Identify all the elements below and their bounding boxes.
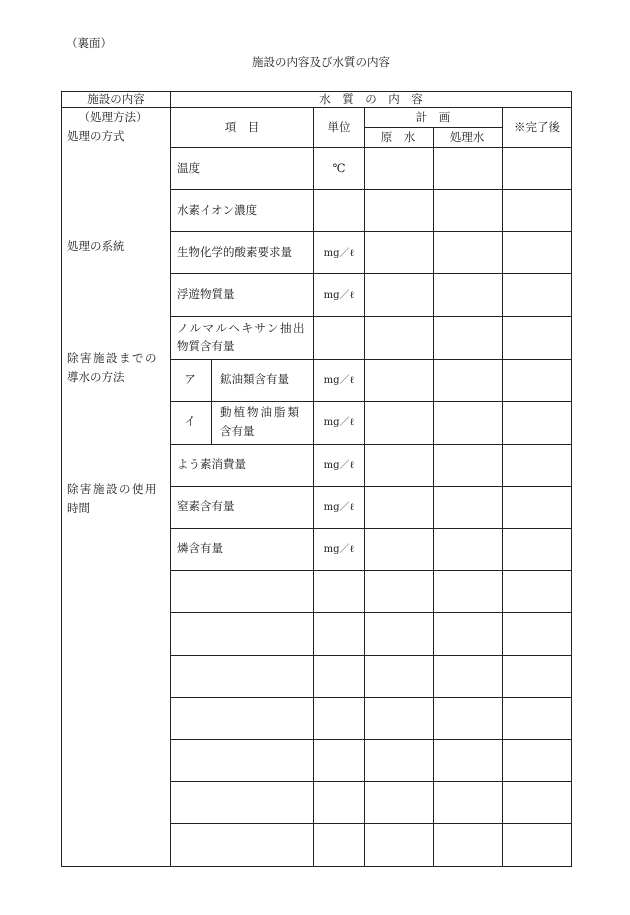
row-line [170, 189, 572, 190]
header-water-quality: 水 質 の 内 容 [319, 92, 423, 106]
sublabel-a: ア [184, 372, 196, 386]
divider-facility [170, 91, 171, 866]
row-line [170, 486, 572, 487]
form-title: 施設の内容及び水質の内容 [252, 55, 390, 69]
divider-raw-treated [433, 127, 434, 866]
border-right [571, 91, 572, 866]
row-line [170, 273, 572, 274]
header-after-completion: ※完了後 [514, 120, 560, 134]
label-treatment-method: 処理の方式 [67, 129, 125, 143]
header-item: 項 目 [224, 120, 260, 134]
header-facility: 施設の内容 [87, 92, 145, 106]
item-nitrogen: 窒素含有量 [177, 499, 235, 513]
row-line [170, 823, 572, 824]
plan-divider [364, 127, 502, 128]
border-bottom [61, 866, 572, 867]
header-raw-water: 原 水 [380, 130, 416, 144]
unit-nitrogen: mg／ℓ [323, 502, 355, 513]
item-phosphorus: 燐含有量 [177, 541, 223, 555]
row-line [170, 359, 572, 360]
header-plan: 計 画 [415, 110, 451, 124]
sublabel-i: イ [184, 414, 196, 428]
header-treated-water: 処理水 [449, 130, 485, 144]
unit-animal-oil: mg／ℓ [323, 417, 355, 428]
label-usage-time-line2: 時間 [67, 501, 90, 515]
header-unit: 単位 [327, 120, 351, 134]
label-treatment-system: 処理の系統 [67, 239, 125, 253]
item-hydrogen-ion: 水素イオン濃度 [177, 203, 258, 217]
label-conveyance-line1: 除害施設までの [67, 351, 158, 365]
row-line [170, 401, 572, 402]
item-temperature: 温度 [177, 161, 200, 175]
item-n-hexane-line1: ノルマルヘキサン抽出 [177, 321, 306, 335]
item-animal-oil-line2: 含有量 [220, 424, 255, 438]
unit-phosphorus: mg／ℓ [323, 544, 355, 555]
row-line [170, 739, 572, 740]
item-animal-oil-line1: 動植物油脂類 [220, 405, 301, 419]
row-line [170, 570, 572, 571]
row-line [170, 781, 572, 782]
header-divider-1 [61, 107, 572, 108]
row-line [170, 697, 572, 698]
header-divider-2 [170, 147, 572, 148]
unit-iodine: mg／ℓ [323, 460, 355, 471]
unit-bod: mg／ℓ [323, 248, 355, 259]
page-marker: （裏面） [66, 36, 112, 50]
row-line [170, 444, 572, 445]
unit-ss: mg／ℓ [323, 290, 355, 301]
row-line [170, 231, 572, 232]
item-mineral-oil: 鉱油類含有量 [220, 372, 289, 386]
label-usage-time-line1: 除害施設の使用 [67, 482, 158, 496]
unit-temperature: ℃ [332, 161, 346, 175]
row-line [170, 655, 572, 656]
label-conveyance-line2: 導水の方法 [67, 370, 125, 384]
unit-mineral-oil: mg／ℓ [323, 375, 355, 386]
item-bod: 生物化学的酸素要求量 [177, 245, 292, 259]
border-left [61, 91, 62, 866]
row-line [170, 528, 572, 529]
row-line [170, 316, 572, 317]
item-n-hexane-line2: 物質含有量 [177, 339, 235, 353]
header-treatment-method: （処理方法） [78, 110, 148, 124]
item-ss: 浮遊物質量 [177, 287, 235, 301]
row-line [170, 612, 572, 613]
item-iodine: よう素消費量 [177, 457, 246, 471]
